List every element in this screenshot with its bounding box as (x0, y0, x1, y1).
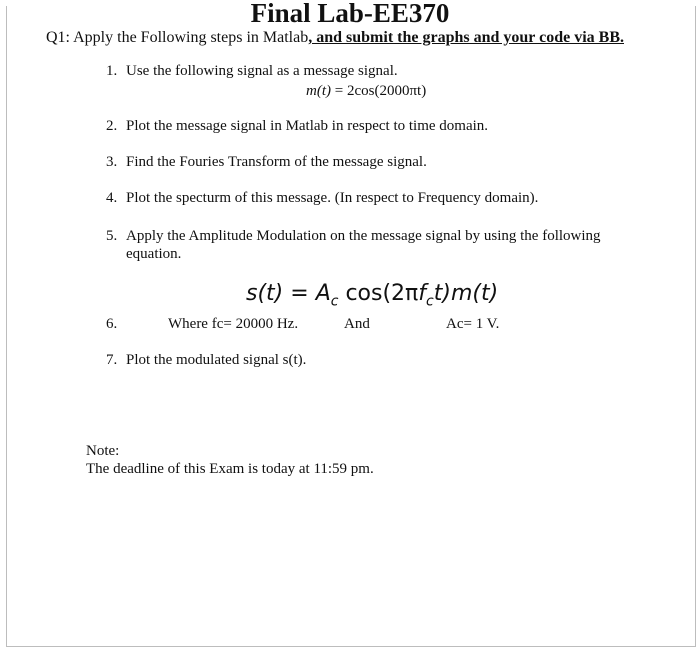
step-2-number: 2. (106, 118, 118, 134)
step-5-text-continued: equation. (126, 246, 182, 262)
step-5-number: 5. (106, 228, 118, 244)
am-eq-f: f (418, 281, 427, 306)
step-3-number: 3. (106, 154, 118, 170)
note-text: The deadline of this Exam is today at 11:59 pm. (86, 461, 374, 477)
question-prefix: Q1: Apply the Following steps in Matlab (46, 29, 309, 46)
question-emphasis: , and submit the graphs and your code via BB. (308, 29, 624, 46)
step-2-text: Plot the message signal in Matlab in respect to time domain. (126, 118, 489, 134)
step-1-number: 1. (106, 63, 118, 79)
am-eq-ac: A (315, 281, 331, 306)
step-3-text: Find the Fouries Transform of the message signal. (126, 154, 427, 170)
am-eq-f-sub: c (426, 293, 434, 310)
step-4-text: Plot the specturm of this message. (In respect to Frequency domain). (126, 190, 539, 206)
step-1-text: Use the following signal as a message signal. (126, 63, 398, 79)
step-7-text: Plot the modulated signal s(t). (126, 352, 307, 368)
page-title: Final Lab-EE370 (250, 0, 450, 28)
am-eq-lhs: s(t) (246, 281, 284, 306)
question-1 (46, 29, 624, 47)
step-6-fc: Where fc= 20000 Hz. (168, 316, 299, 332)
am-eq-tail: t)m(t) (433, 281, 499, 306)
message-equation (306, 83, 426, 100)
message-eq-rhs: 2cos(2000πt) (346, 83, 427, 99)
am-equation (246, 281, 498, 309)
note-label: Note: (86, 443, 120, 459)
message-eq-lhs: m(t) (306, 83, 331, 99)
am-eq-ac-sub: c (330, 293, 339, 310)
step-5-text: Apply the Amplitude Modulation on the message signal by using the following (126, 228, 601, 244)
step-6-ac: Ac= 1 V. (446, 316, 500, 332)
am-eq-sign: = (283, 281, 316, 306)
message-eq-sign: = (331, 83, 347, 99)
step-6-number: 6. (106, 316, 118, 332)
am-eq-cos: cos(2π (338, 281, 419, 306)
step-4-number: 4. (106, 190, 118, 206)
step-7-number: 7. (106, 352, 118, 368)
step-6-and: And (344, 316, 370, 332)
